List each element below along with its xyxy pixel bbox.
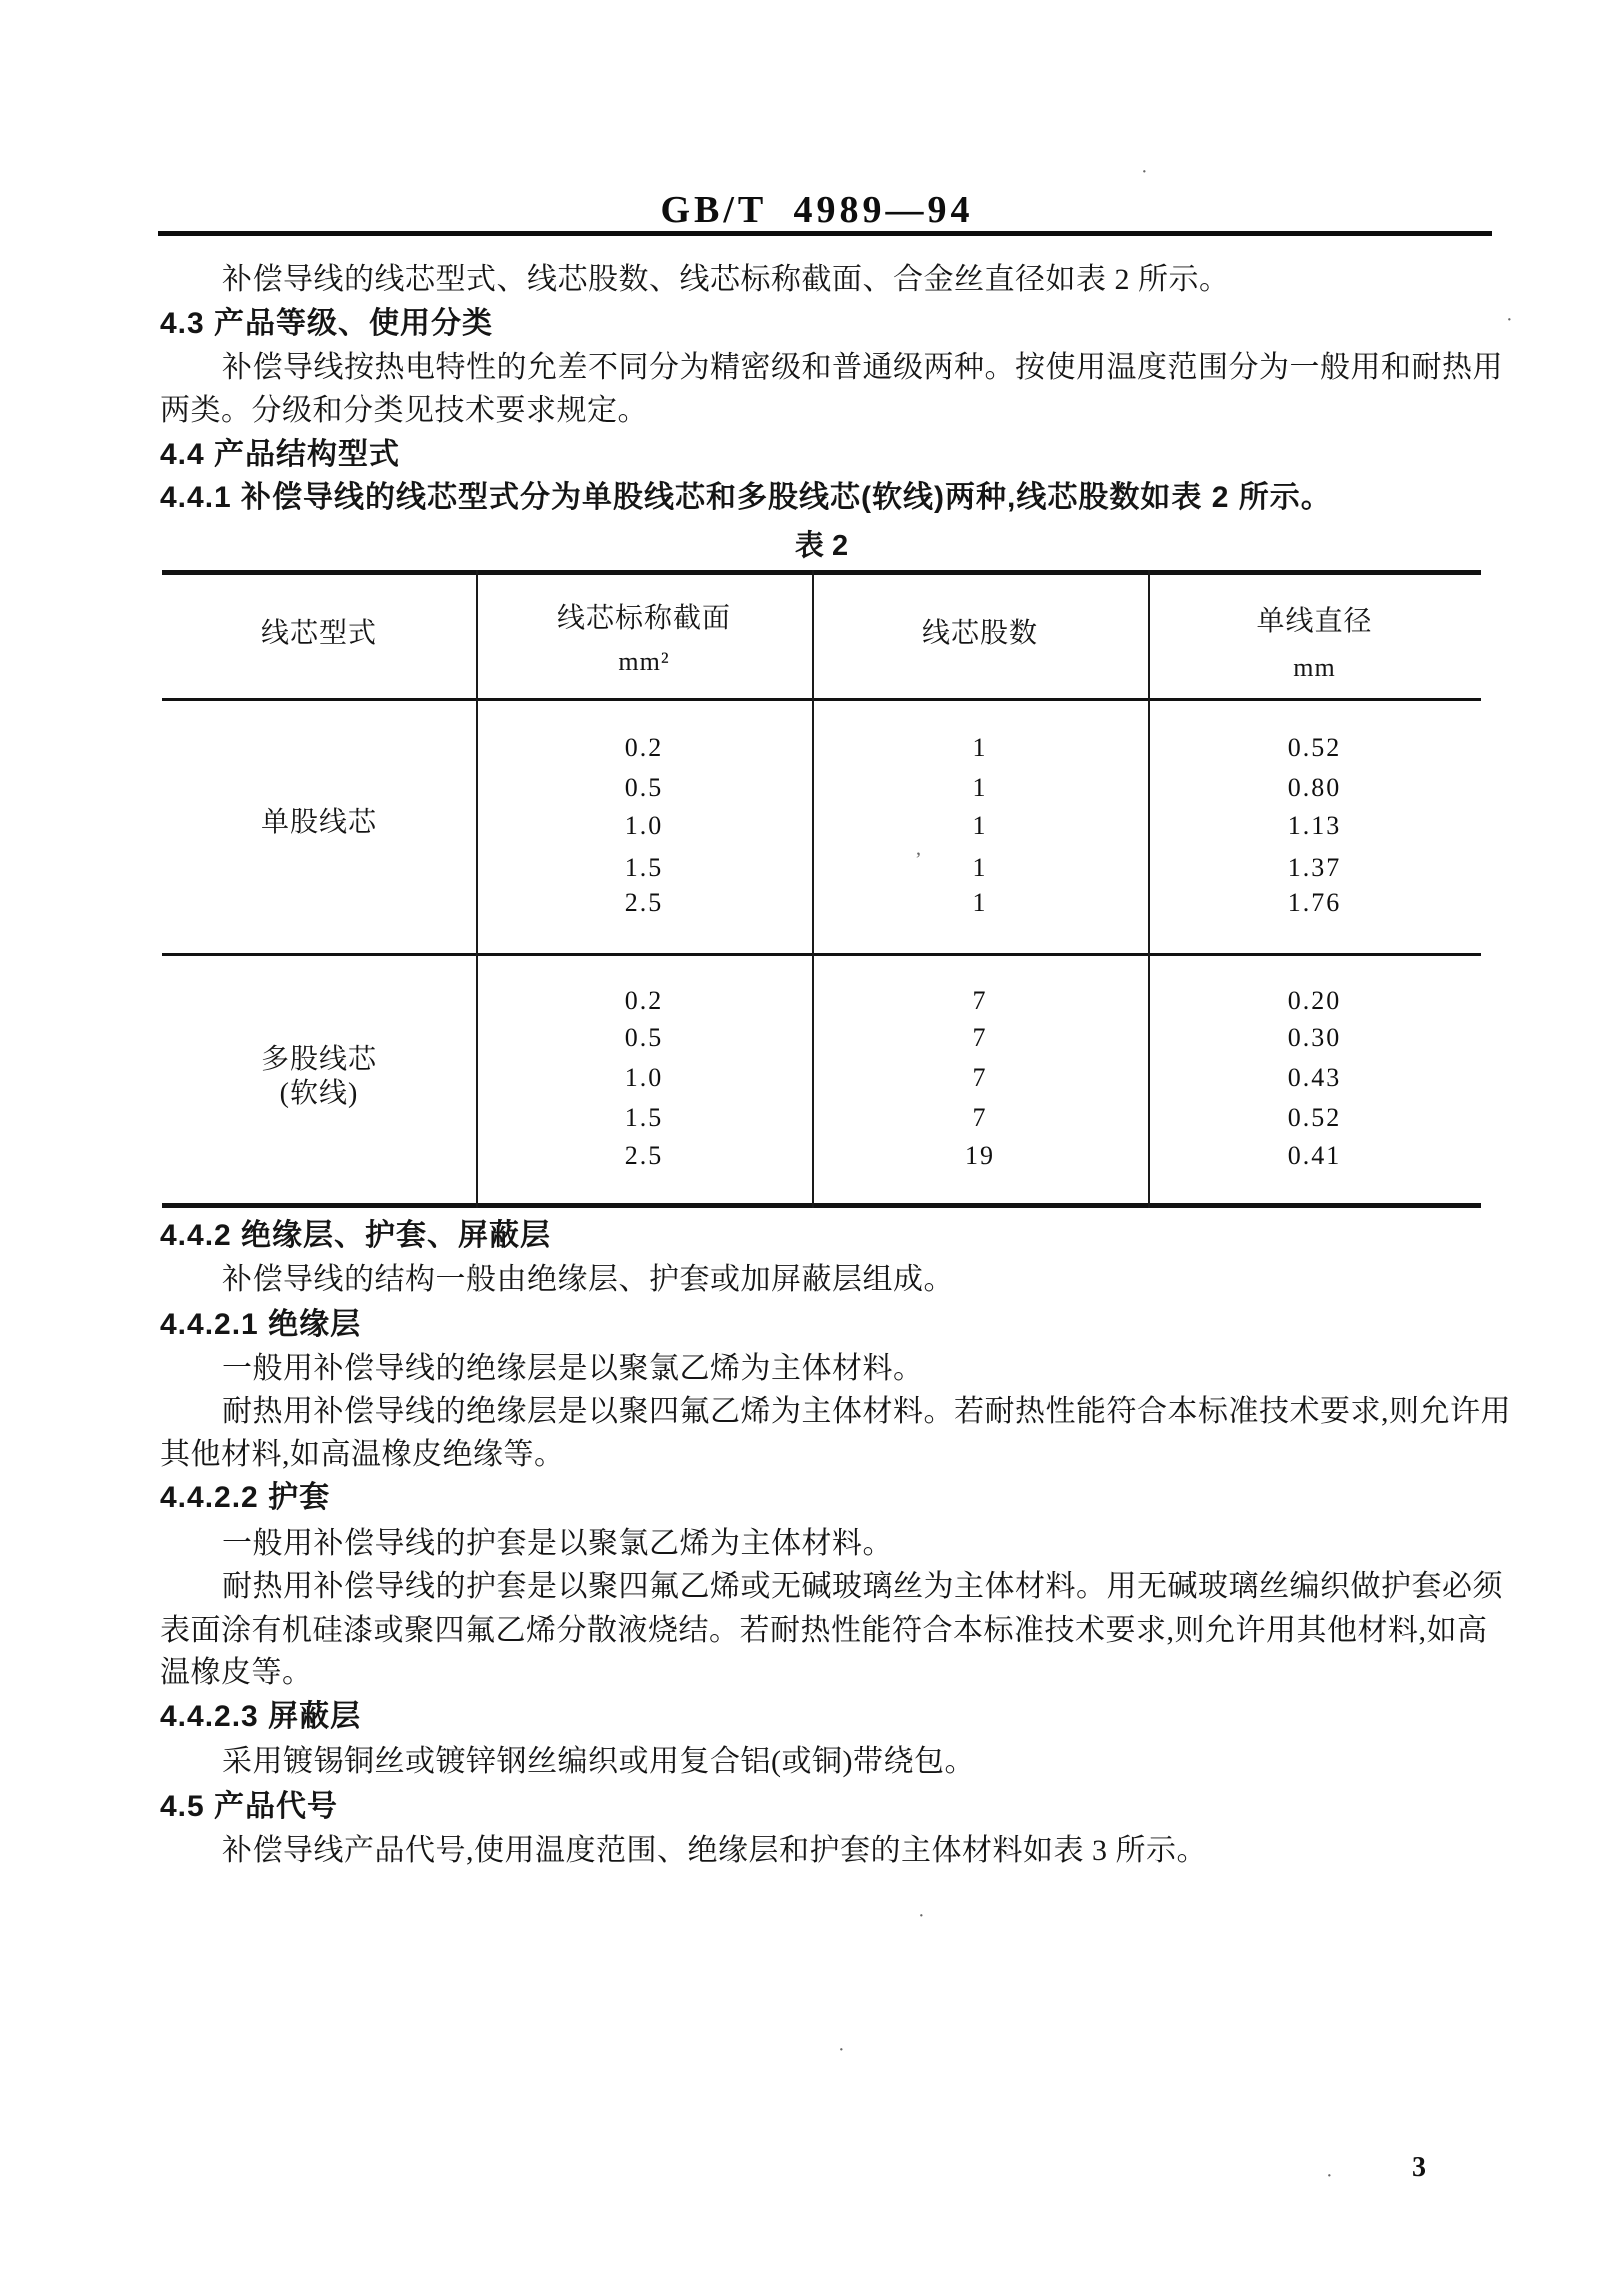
table-bottom-border <box>162 1203 1481 1208</box>
header-rule <box>158 231 1492 236</box>
cell-section: 2.5 <box>624 1141 664 1170</box>
page-number: 3 <box>1412 2152 1427 2183</box>
cell-section: 1.5 <box>624 853 664 882</box>
table-row <box>476 853 1481 883</box>
col-header-wire-diameter: 单线直径 <box>1256 606 1373 637</box>
cell-section: 0.2 <box>624 733 664 762</box>
cell-diameter: 0.52 <box>1287 1103 1342 1132</box>
section-label-multi-strand: 多股线芯 <box>260 1044 377 1075</box>
body-line: 两类。分级和分类见技术要求规定。 <box>160 394 648 427</box>
body-line: 表面涂有机硅漆或聚四氟乙烯分散液烧结。若耐热性能符合本标准技术要求,则允许用其他材料,如高 <box>160 1614 1488 1647</box>
table-row <box>476 1023 1481 1053</box>
cell-strands: 1 <box>972 888 988 917</box>
cell-strands: 7 <box>972 1103 988 1132</box>
cell-section: 2.5 <box>624 888 664 917</box>
col-header-nominal-section: 线芯标称截面 <box>556 603 731 634</box>
col-header-wire-diameter-unit: mm <box>1293 653 1336 682</box>
scan-speck: ʼ <box>915 849 922 871</box>
clause-4-5: 4.5 产品代号 <box>160 1790 339 1823</box>
cell-strands: 7 <box>972 1063 988 1092</box>
table-2-caption: 表 2 <box>794 530 849 562</box>
clause-4-4-2-3: 4.4.2.3 屏蔽层 <box>160 1700 362 1733</box>
clause-4-4-2: 4.4.2 绝缘层、护套、屏蔽层 <box>160 1219 552 1252</box>
scan-speck: · <box>838 2039 845 2061</box>
cell-section: 1.0 <box>624 1063 664 1092</box>
table-row <box>476 986 1481 1016</box>
cell-diameter: 0.20 <box>1287 986 1342 1015</box>
standard-code-header: GB/T 4989—94 <box>660 189 974 231</box>
clause-4-4-2-1: 4.4.2.1 绝缘层 <box>160 1308 362 1341</box>
clause-4-3: 4.3 产品等级、使用分类 <box>160 307 494 340</box>
clause-4-4-2-2: 4.4.2.2 护套 <box>160 1481 331 1514</box>
table-row <box>476 888 1481 918</box>
body-line: 耐热用补偿导线的护套是以聚四氟乙烯或无碱玻璃丝为主体材料。用无碱玻璃丝编织做护套必须 <box>222 1570 1503 1603</box>
body-line: 采用镀锡铜丝或镀锌钢丝编织或用复合铝(或铜)带绕包。 <box>222 1745 975 1778</box>
cell-strands: 7 <box>972 986 988 1015</box>
cell-diameter: 0.80 <box>1287 773 1342 802</box>
body-line: 补偿导线的结构一般由绝缘层、护套或加屏蔽层组成。 <box>222 1263 954 1296</box>
table-row <box>476 733 1481 763</box>
section-label-solid-core: 单股线芯 <box>260 807 377 838</box>
cell-section: 1.5 <box>624 1103 664 1132</box>
cell-strands: 1 <box>972 773 988 802</box>
cell-section: 1.0 <box>624 811 664 840</box>
body-line: 温橡皮等。 <box>160 1656 313 1689</box>
section-label-multi-strand-sub: (软线) <box>279 1078 359 1109</box>
cell-diameter: 0.52 <box>1287 733 1342 762</box>
col-header-strand-count: 线芯股数 <box>921 618 1038 649</box>
body-line: 补偿导线产品代号,使用温度范围、绝缘层和护套的主体材料如表 3 所示。 <box>222 1834 1207 1867</box>
cell-diameter: 0.41 <box>1287 1141 1342 1170</box>
scan-speck: · <box>918 1905 925 1927</box>
cell-section: 0.2 <box>624 986 664 1015</box>
cell-strands: 7 <box>972 1023 988 1052</box>
cell-diameter: 1.13 <box>1287 811 1342 840</box>
cell-section: 0.5 <box>624 773 664 802</box>
table-row <box>476 1103 1481 1133</box>
body-line: 其他材料,如高温橡皮绝缘等。 <box>160 1438 565 1471</box>
body-line: 补偿导线按热电特性的允差不同分为精密级和普通级两种。按使用温度范围分为一般用和耐热用 <box>222 351 1503 384</box>
cell-strands: 1 <box>972 733 988 762</box>
col-header-nominal-section-unit: mm² <box>618 647 670 676</box>
table-row <box>476 773 1481 803</box>
scan-speck: · <box>1326 2165 1333 2187</box>
col-header-core-type: 线芯型式 <box>260 618 377 649</box>
cell-diameter: 0.43 <box>1287 1063 1342 1092</box>
body-line: 补偿导线的线芯型式、线芯股数、线芯标称截面、合金丝直径如表 2 所示。 <box>222 263 1230 296</box>
cell-diameter: 0.30 <box>1287 1023 1342 1052</box>
scan-speck: · <box>1141 161 1148 183</box>
table-section-separator <box>162 953 1481 956</box>
cell-diameter: 1.76 <box>1287 888 1342 917</box>
table-row <box>476 1141 1481 1171</box>
table-row <box>476 811 1481 841</box>
cell-section: 0.5 <box>624 1023 664 1052</box>
table-header-separator <box>162 698 1481 701</box>
body-line: 一般用补偿导线的护套是以聚氯乙烯为主体材料。 <box>222 1527 893 1560</box>
table-2 <box>162 570 1481 1208</box>
clause-4-4: 4.4 产品结构型式 <box>160 438 401 471</box>
body-line: 一般用补偿导线的绝缘层是以聚氯乙烯为主体材料。 <box>222 1352 924 1385</box>
cell-strands: 19 <box>965 1141 995 1170</box>
table-row <box>476 1063 1481 1093</box>
body-line: 耐热用补偿导线的绝缘层是以聚四氟乙烯为主体材料。若耐热性能符合本标准技术要求,则允许用 <box>222 1395 1511 1428</box>
table-top-border <box>162 570 1481 575</box>
cell-strands: 1 <box>972 811 988 840</box>
scan-speck: · <box>1506 309 1513 331</box>
clause-4-4-1: 4.4.1 补偿导线的线芯型式分为单股线芯和多股线芯(软线)两种,线芯股数如表 2 所示。 <box>160 481 1332 514</box>
cell-diameter: 1.37 <box>1287 853 1342 882</box>
cell-strands: 1 <box>972 853 988 882</box>
